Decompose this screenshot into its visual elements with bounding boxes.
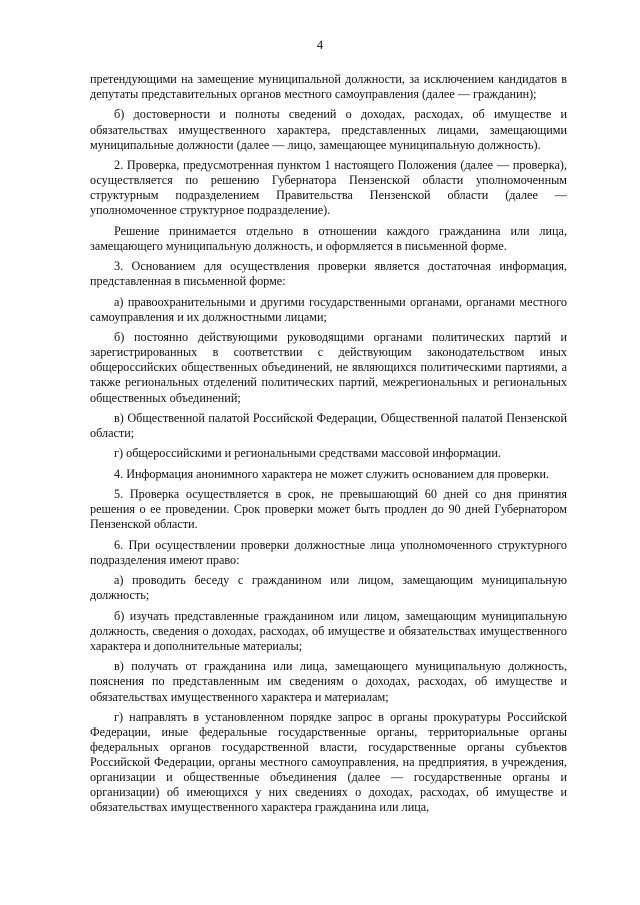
paragraph-6v: в) получать от гражданина или лица, замещающего муниципальную должность, пояснения по представленным им сведениям о доходах, расходах, об имуществе и обязательствах имущественного характера и материалам; <box>90 659 567 704</box>
paragraph-3v: в) Общественной палатой Российской Федерации, Общественной палатой Пензенской области; <box>90 410 567 441</box>
document-body <box>90 72 567 821</box>
paragraph-3: 3. Основанием для осуществления проверки является достаточная информация, представленная в письменной форме: <box>90 259 567 289</box>
paragraph-3a: а) правоохранительными и другими государственными органами, органами местного самоуправления и их должностными лицами; <box>90 294 567 324</box>
paragraph-3b: б) постоянно действующими руководящими органами политических партий и зарегистрированных в соответствии с действующим законодательством иных общероссийских общественных объединений, не являющихся политическими партиями, а также региональных отделений политических партий, межрегиональных и региональных общественных объединений; <box>90 330 567 405</box>
paragraph-2: 2. Проверка, предусмотренная пунктом 1 настоящего Положения (далее — проверка), осуществляется по решению Губернатора Пензенской области уполномоченным структурным подразделением Правительства Пензенской области (далее — уполномоченное структурное подразделение). <box>90 158 567 218</box>
paragraph-4: 4. Информация анонимного характера не может служить основанием для проверки. <box>114 466 550 481</box>
paragraph-3g: г) общероссийскими и региональными средствами массовой информации. <box>114 446 501 461</box>
paragraph-continuation: претендующими на замещение муниципальной должности, за исключением кандидатов в депутаты представительных органов местного самоуправления (далее — гражданин); <box>90 72 567 102</box>
paragraph-6a: а) проводить беседу с гражданином или лицом, замещающим муниципальную должность; <box>90 573 567 603</box>
page-number: 4 <box>316 38 324 52</box>
paragraph-6g: г) направлять в установленном порядке запрос в органы прокуратуры Российской Федерации, иные федеральные государственные органы, территориальные органы федеральных органов государственной власти, государственные органы субъектов Российской Федерации, органы местного самоуправления, на предприятия, в учреждения, организации и общественные объединения (далее — государственные органы и организации) об имеющихся у них сведениях о доходах, расходах, об имуществе и обязательствах имущественного характера гражданина или лица, <box>90 709 567 815</box>
paragraph-1b: б) достоверности и полноты сведений о доходах, расходах, об имуществе и обязательствах имущественного характера, представленных лицами, замещающими муниципальные должности (далее — лицо, замещающее муниципальную должность). <box>90 107 567 152</box>
paragraph-6b: б) изучать представленные гражданином или лицом, замещающим муниципальную должность, сведения о доходах, расходах, об имуществе и обязательствах имущественного характера и дополнительные материалы; <box>90 608 567 653</box>
paragraph-5: 5. Проверка осуществляется в срок, не превышающий 60 дней со дня принятия решения о ее проведении. Срок проверки может быть продлен до 90 дней Губернатором Пензенской области. <box>90 487 567 532</box>
paragraph-2-decision: Решение принимается отдельно в отношении каждого гражданина или лица, замещающего муниципальную должность, и оформляется в письменной форме. <box>90 223 567 253</box>
paragraph-6: 6. При осуществлении проверки должностные лица уполномоченного структурного подразделения имеют право: <box>90 537 567 567</box>
